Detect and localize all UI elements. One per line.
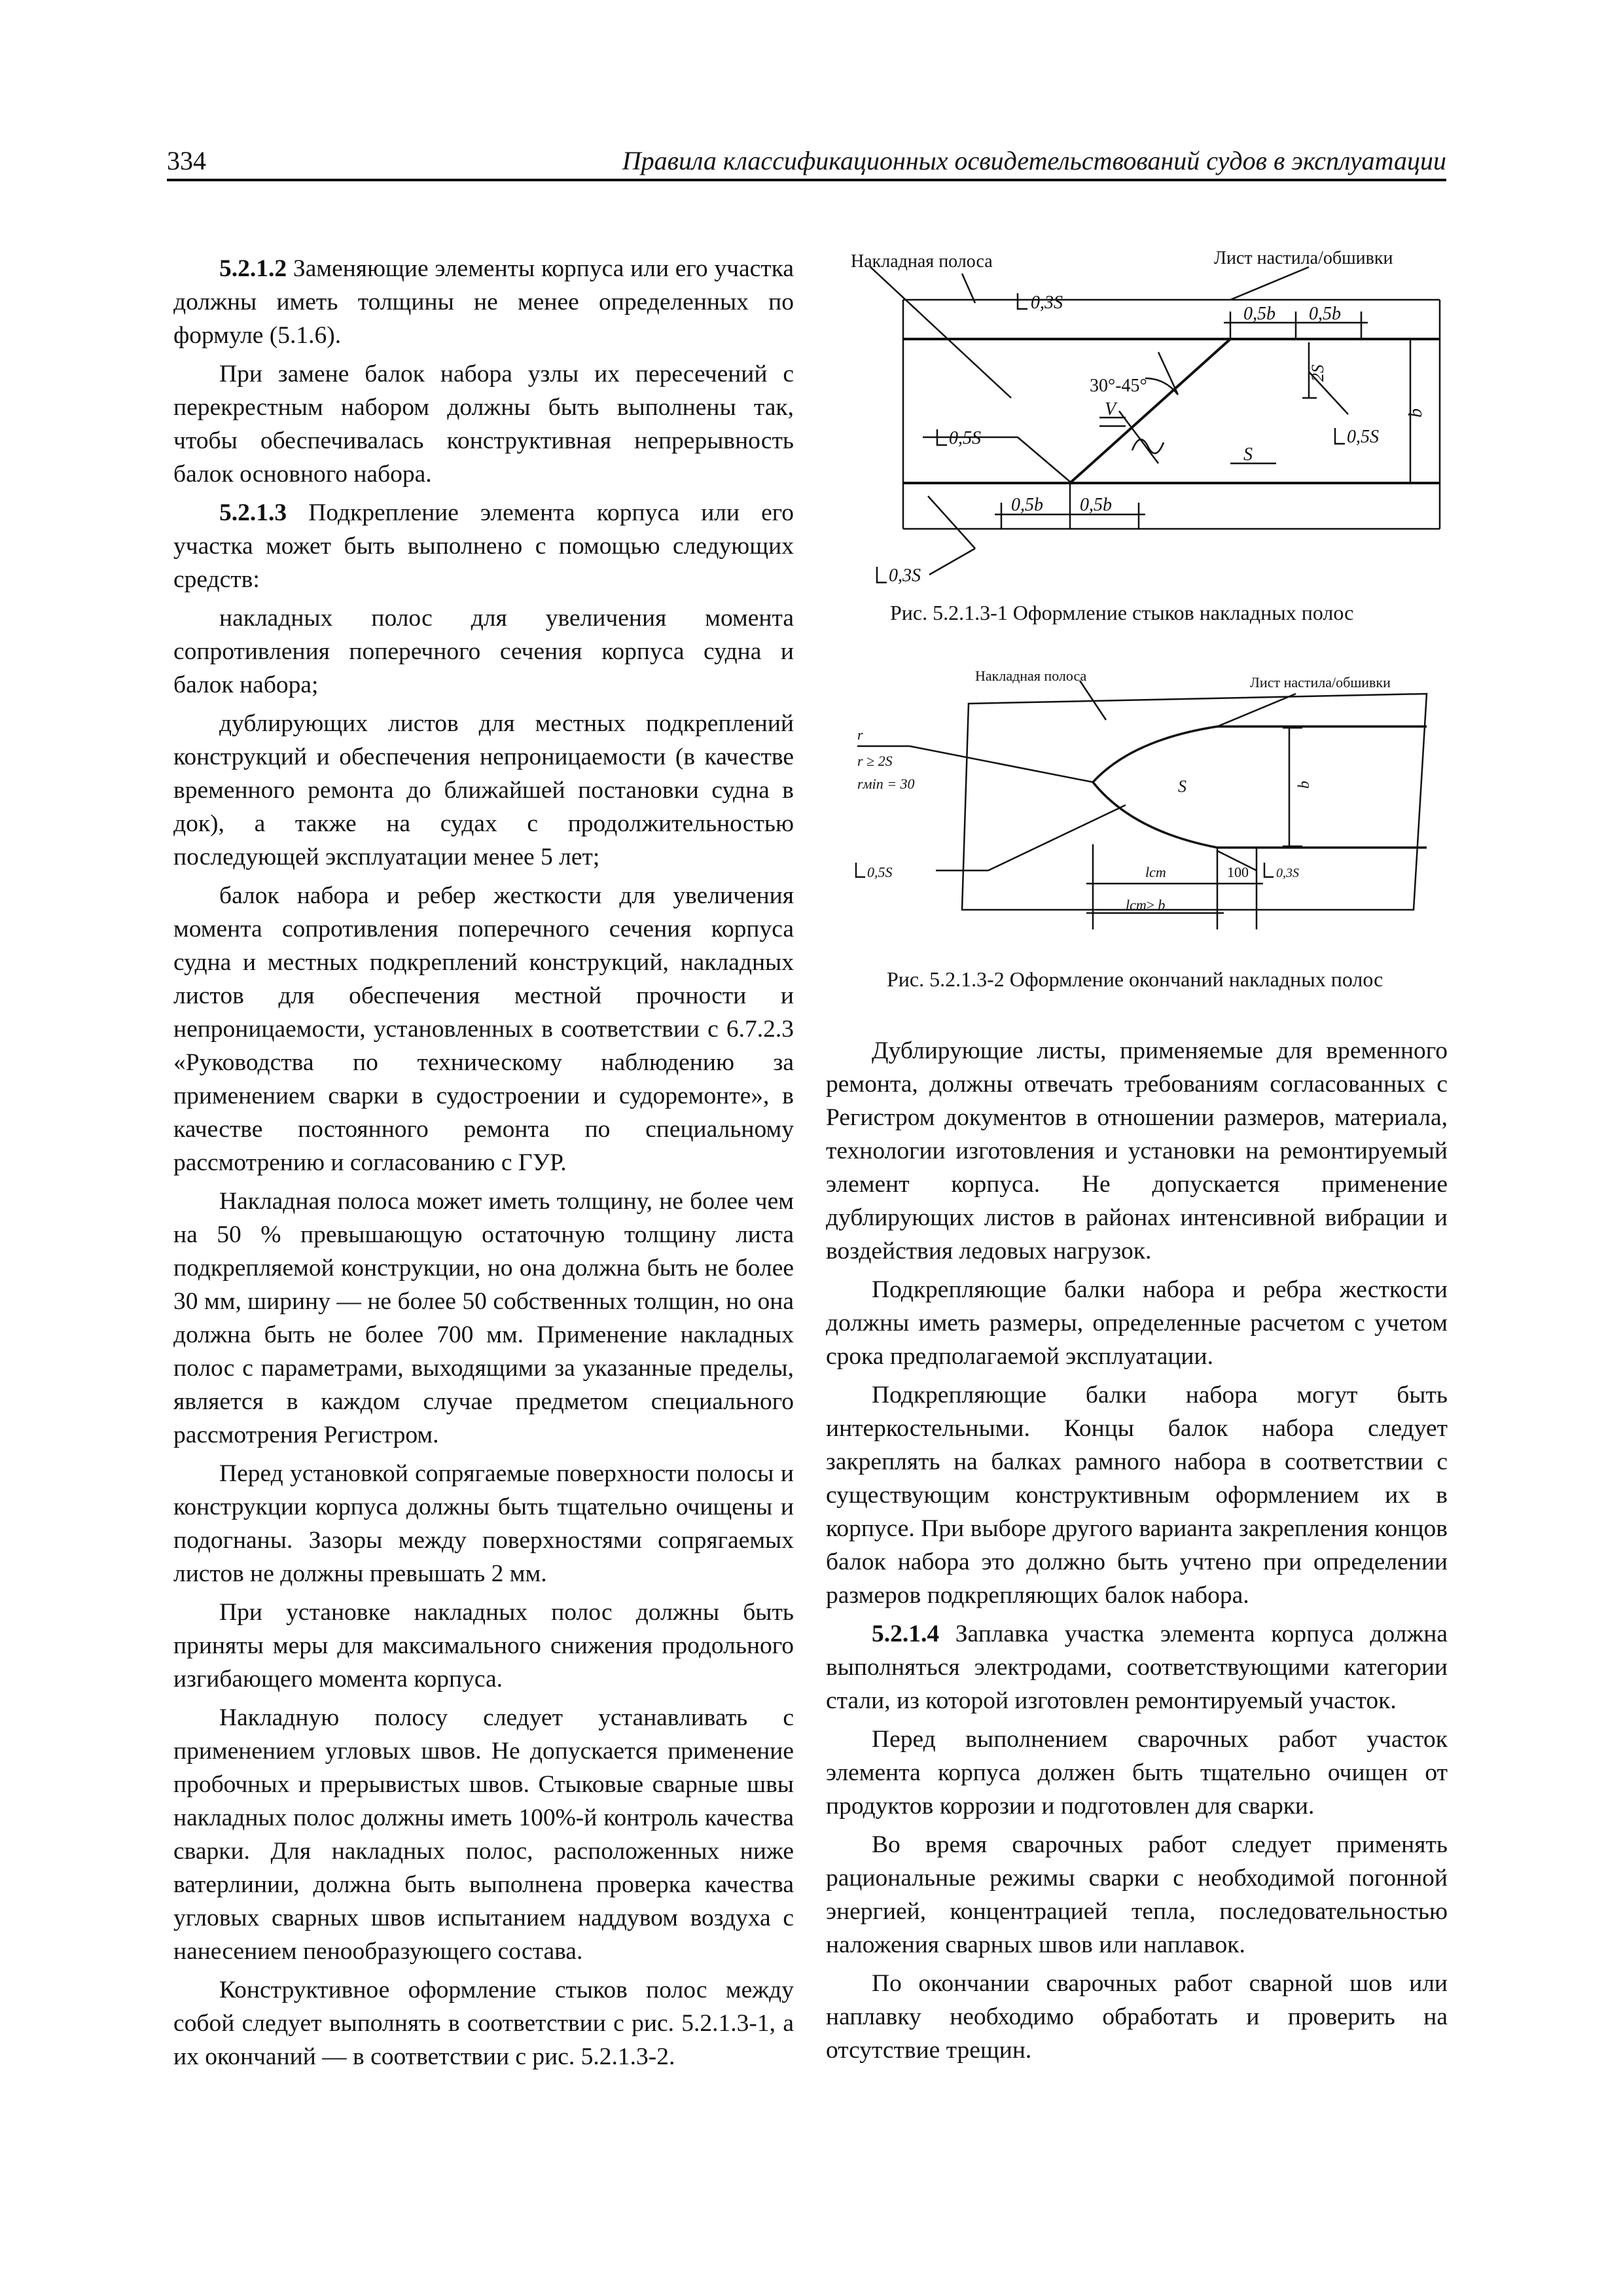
paragraph: Дублирующие листы, применяемые для временного ремонта, должны отвечать требованиям согласованных с Регистром документов в отношении размеров, материала, технологии изготовления и установки на ремонтируемый элемент корпуса. Не допускается применение дублирующих листов в районах интенсивной вибрации и воздействия ледовых нагрузок.	[826, 1037, 1448, 1265]
figure-2-drawing	[851, 655, 1446, 962]
figure-strip-butt-joint	[851, 241, 1446, 594]
fig2-dim-100: 100	[1227, 864, 1249, 880]
fig1-width: b	[1406, 408, 1426, 418]
fig2-r-label: r	[857, 726, 863, 743]
paragraph: Конструктивное оформление стыков полос между собой следует выполнять в соответствии с рис. 5.2.1.3-1, а их окончаний — в соответствии с рис. 5.2.1.3-2.	[173, 1977, 794, 2070]
clause-number: 5.2.1.2	[219, 255, 287, 282]
fig2-len-cond: lст≥ b	[1126, 897, 1166, 913]
fig2-len-label: lст	[1145, 864, 1166, 880]
paragraph: Подкрепляющие балки набора и ребра жесткости должны иметь размеры, определенные расчетом с учетом срока предполагаемой эксплуатации.	[826, 1276, 1448, 1370]
fig1-dim-c: 0,5b	[1011, 495, 1043, 515]
paragraph	[173, 252, 794, 352]
right-column	[826, 1034, 1448, 2072]
paragraph	[173, 496, 794, 596]
clause-number: 5.2.1.3	[219, 499, 287, 526]
fig2-weld-right: 0,3S	[1276, 866, 1299, 880]
paragraph: Перед установкой сопрягаемые поверхности полосы и конструкции корпуса должны быть тщательно очищены и подогнаны. Зазоры между поверхностями сопрягаемых листов не должны превышать 2 мм.	[173, 1460, 794, 1587]
fig2-thickness: S	[1178, 777, 1186, 796]
fig1-weld-right: 0,5S	[1347, 427, 1379, 447]
fig1-dim-d: 0,5b	[1080, 495, 1112, 515]
paragraph: Накладную полосу следует устанавливать с применением угловых швов. Не допускается применение пробочных и прерывистых швов. Стыковые сварные швы накладных полос должны иметь 100%-й контроль качества сварки. Для накладных полос, расположенных ниже ватерлинии, должна быть выполнена проверка качества угловых сварных швов испытанием наддувом воздуха с нанесением пенообразующего состава.	[173, 1704, 794, 1965]
fig1-dim-b: 0,5b	[1309, 304, 1341, 324]
paragraph: При замене балок набора узлы их пересечений с перекрестным набором должны быть выполнены так, чтобы обеспечивалась конструктивная непрерывность балок основного набора.	[173, 361, 794, 488]
fig1-v-mark: V	[1105, 399, 1116, 420]
fig1-thickness: S	[1243, 444, 1253, 465]
paragraph: При установке накладных полос должны быть приняты меры для максимального снижения продольного изгибающего момента корпуса.	[173, 1599, 794, 1693]
fig1-label-strip: Накладная полоса	[851, 251, 993, 272]
paragraph-text: Заплавка участка элемента корпуса должна выполняться электродами, соответствующими категории стали, из которой изготовлен ремонтируемый участок.	[826, 1621, 1448, 1714]
figure-strip-ending	[851, 655, 1446, 962]
paragraph-text: Подкрепление элемента корпуса или его участка может быть выполнено с помощью следующих средств:	[173, 499, 794, 593]
fig1-angle: 30°-45°	[1090, 376, 1147, 396]
fig2-weld-left: 0,5S	[867, 864, 893, 880]
fig2-label-sheet: Лист настила/обшивки	[1250, 674, 1391, 691]
paragraph: По окончании сварочных работ сварной шов или наплавку необходимо обработать и проверить на отсутствие трещин.	[826, 1970, 1448, 2064]
paragraph: Во время сварочных работ следует применять рациональные режимы сварки с необходимой погонной энергией, концентрацией тепла, последовательностью наложения сварных швов или наплавок.	[826, 1831, 1448, 1958]
fig2-r-min: rмin = 30	[857, 776, 915, 792]
paragraph: накладных полос для увеличения момента сопротивления поперечного сечения корпуса судна и балок набора;	[173, 605, 794, 698]
fig1-weld-top: 0,3S	[1031, 293, 1063, 313]
figure-2-caption: Рис. 5.2.1.3-2 Оформление окончаний накладных полос	[887, 967, 1383, 991]
paragraph	[826, 1617, 1448, 1717]
paragraph: Перед выполнением сварочных работ участок элемента корпуса должен быть тщательно очищен от продуктов коррозии и подготовлен для сварки.	[826, 1726, 1448, 1820]
header-rule	[167, 179, 1446, 181]
running-title: Правила классификационных освидетельствований судов в эксплуатации	[622, 146, 1446, 175]
paragraph: Накладная полоса может иметь толщину, не более чем на 50 % превышающую остаточную толщину листа подкрепляемой конструкции, но она должна быть не более 30 мм, ширину — не более 50 собственных толщин, но она должна быть не более 700 мм. Применение накладных полос с параметрами, выходящими за указанные пределы, является в каждом случае предметом специального рассмотрения Регистром.	[173, 1188, 794, 1448]
fig2-r-cond: r ≥ 2S	[857, 753, 893, 769]
fig2-width: b	[1296, 781, 1313, 789]
paragraph: балок набора и ребер жесткости для увеличения момента сопротивления поперечного сечения корпуса судна и местных подкреплений конструкций, накладных листов для обеспечения местной прочности и непроницаемости, установленных в соответствии с 6.7.2.3 «Руководства по техническому наблюдению за применением сварки в судостроении и судоремонте», в качестве постоянного ремонта по специальному рассмотрению и согласованию с ГУР.	[173, 882, 794, 1176]
fig1-label-sheet: Лист настила/обшивки	[1214, 248, 1393, 268]
fig2-label-strip: Накладная полоса	[975, 668, 1087, 684]
fig1-weld-left: 0,5S	[949, 428, 981, 448]
paragraph: дублирующих листов для местных подкреплений конструкций и обеспечения непроницаемости (в качестве временного ремонта до ближайшей постановки судна в док), а также на судах с продолжительностью последующей эксплуатации менее 5 лет;	[173, 710, 794, 870]
page-header	[167, 145, 1446, 183]
left-column	[173, 252, 794, 2079]
page-number: 334	[167, 146, 206, 175]
fig1-dim-a: 0,5b	[1243, 304, 1275, 324]
fig1-weld-bottom: 0,3S	[889, 565, 921, 586]
figure-1-caption: Рис. 5.2.1.3-1 Оформление стыков накладных полос	[890, 601, 1354, 624]
clause-number: 5.2.1.4	[872, 1621, 940, 1647]
paragraph-text: Заменяющие элементы корпуса или его участка должны иметь толщины не менее определенных по формуле (5.1.6).	[173, 255, 794, 349]
paragraph: Подкрепляющие балки набора могут быть интеркостельными. Концы балок набора следует закреплять на балках рамного набора в соответствии с существующим конструктивным оформлением их в корпусе. При выборе другого варианта закрепления концов балок набора это должно быть учтено при определении размеров подкрепляющих балок набора.	[826, 1382, 1448, 1609]
figure-1-drawing	[851, 241, 1446, 594]
fig1-dim-2s: 2S	[1308, 365, 1327, 382]
